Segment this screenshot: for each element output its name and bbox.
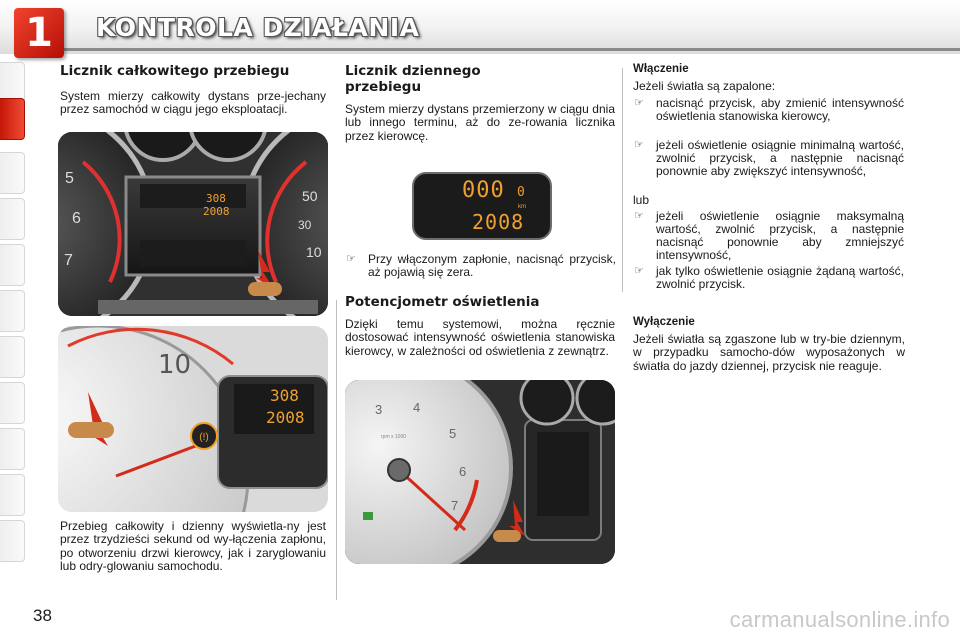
gauge-num: 3 [375, 402, 383, 417]
cluster-num: 10 [306, 244, 322, 260]
side-tab[interactable] [0, 428, 25, 470]
hand-pointer-icon: ☞ [634, 139, 644, 151]
side-tab[interactable] [0, 290, 25, 332]
switch-off-heading: Wyłączenie [633, 316, 695, 328]
header-rule [58, 48, 960, 51]
gauge-num: 5 [449, 426, 457, 441]
side-tab[interactable] [0, 336, 25, 378]
bullet-text: jeżeli oświetlenie osiągnie minimalną wartość, zwolnić przycisk, a następnie nacisnąć ponownie aby zwiększyć intensywność, [656, 138, 904, 178]
cluster-num: 50 [302, 188, 318, 204]
gauge-num: 7 [451, 498, 459, 513]
instrument-cluster-image [58, 132, 328, 316]
hand-pointer-icon: ☞ [634, 97, 644, 109]
bullet-item [634, 265, 904, 291]
trip-value: 000 [462, 178, 505, 203]
trip-decimal: 0 [517, 185, 525, 200]
hand-pointer-icon: ☞ [346, 253, 356, 265]
lcd-total: 2008 [266, 408, 305, 427]
bullet-item [634, 97, 904, 123]
cluster-num: 5 [65, 170, 74, 187]
odometer-heading: Licznik całkowitego przebiegu [60, 63, 290, 79]
lcd-trip: 308 [270, 386, 299, 405]
trip-meter-intro: System mierzy dystans przemierzony w ciągu dnia lub innego terminu, aż do ze-rowania licznika przez kierowcę. [345, 102, 615, 143]
bullet-item [634, 210, 904, 262]
side-tab-active[interactable] [0, 98, 25, 140]
hand-pointer-icon: ☞ [634, 210, 644, 222]
column-divider [622, 68, 623, 292]
side-tab[interactable] [0, 520, 25, 562]
dimmer-text: Dzięki temu systemowi, można ręcznie dostosować intensywność oświetlenia stanowiska kierowcy, w zależności od oświetlenia z zewnątrz. [345, 317, 615, 358]
switch-on-heading: Włączenie [633, 63, 689, 75]
bullet-text: jeżeli oświetlenie osiągnie maksymalną wartość, zwolnić przycisk, a następnie nacisnąć ponownie aby zmniejszyć intensywność, [656, 209, 904, 262]
bullet-text: nacisnąć przycisk, aby zmienić intensywność oświetlenia stanowiska kierowcy, [656, 96, 904, 123]
bullet-item [634, 139, 904, 178]
watermark: carmanualsonline.info [729, 607, 950, 632]
rev-counter-image [345, 380, 615, 564]
dimmer-heading: Potencjometr oświetlenia [345, 294, 540, 310]
hand-pointer-icon: ☞ [634, 265, 644, 277]
lcd-total: 2008 [203, 205, 230, 218]
page-title: KONTROLA DZIAŁANIA [96, 13, 420, 42]
odometer-intro: System mierzy całkowity dystans prze-jechany przez samochód w ciągu jego eksploatacji. [60, 89, 326, 117]
unit-label: km [518, 204, 526, 210]
switch-on-intro: Jeżeli światła są zapalone: [633, 79, 776, 93]
column-divider [336, 300, 337, 600]
bullet-item [346, 253, 616, 279]
side-tab[interactable] [0, 382, 25, 424]
chapter-number: 1 [25, 10, 53, 56]
side-tab[interactable] [0, 152, 25, 194]
chapter-side-tabs [0, 62, 26, 582]
bullet-text: jak tylko oświetlenie osiągnie żądaną wartość, zwolnić przycisk. [656, 264, 904, 291]
total-value: 2008 [472, 210, 525, 234]
page-number: 38 [33, 606, 52, 625]
cluster-num: 30 [298, 218, 312, 232]
trip-meter-heading: Licznik dziennego przebiegu [345, 63, 481, 95]
gauge-label: rpm x 1000 [381, 434, 407, 440]
cluster-num: 6 [72, 210, 81, 227]
svg-text:(!): (!) [199, 432, 209, 443]
switch-off-text: Jeżeli światła są zgaszone lub w try-bie dziennym, w przypadku samocho-dów wyposażonych w światła do jazdy dziennej, przycisk nie reaguje. [633, 332, 905, 373]
side-tab[interactable] [0, 474, 25, 516]
odometer-display-note: Przebieg całkowity i dzienny wyświetla-ny jest przez trzydzieści sekund od wy-łączenia zapłonu, po otworzeniu drzwi kierowcy, jak i zaryglowaniu lub odry-glowaniu samochodu. [60, 519, 326, 573]
odometer-zoom-image [58, 326, 328, 512]
chapter-tab [14, 8, 64, 58]
dial-number: 10 [158, 350, 192, 380]
bullet-text: Przy włączonym zapłonie, nacisnąć przycisk, aż pojawią się zera. [368, 252, 616, 279]
or-label: lub [633, 193, 650, 207]
side-tab[interactable] [0, 244, 25, 286]
side-tab[interactable] [0, 198, 25, 240]
gauge-num: 6 [459, 464, 467, 479]
lcd-trip: 308 [206, 192, 226, 205]
gauge-num: 4 [413, 400, 421, 415]
cluster-num: 7 [64, 252, 73, 269]
trip-display-image [412, 172, 552, 240]
